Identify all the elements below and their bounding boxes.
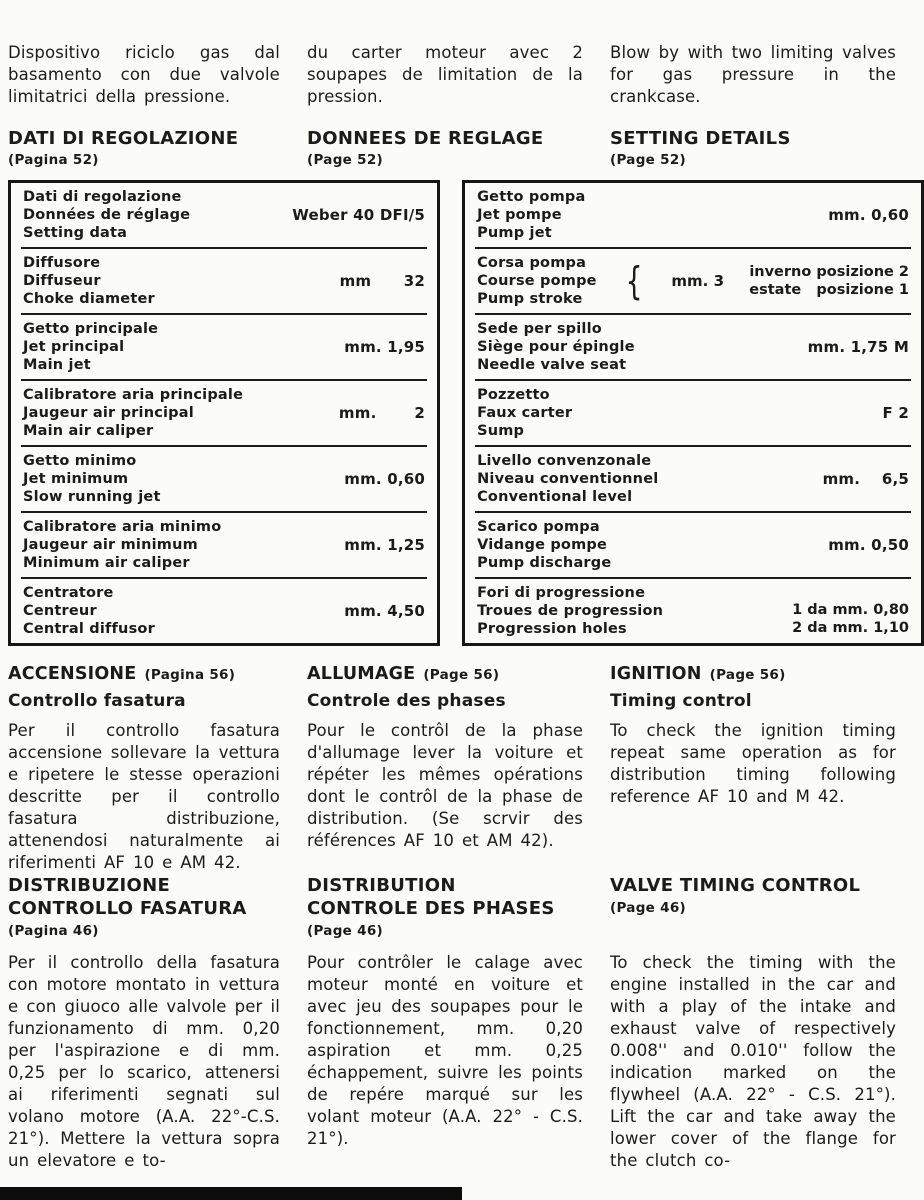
row-label-it: Corsa pompa [477,255,587,271]
row-label-it: Diffusore [23,255,101,271]
table-row [475,379,911,445]
page-reference: (Page 46) [610,900,686,916]
row-labels [477,320,635,374]
page-edge-scan-artifact [0,1187,462,1200]
row-label-it: Livello convenzonale [477,453,652,469]
row-label-fr: Jaugeur air minimum [23,537,198,553]
row-label-it: Getto principale [23,321,159,337]
regulation-heading-fr [307,128,583,176]
row-label-en: Progression holes [477,621,627,637]
section-title-line: DISTRIBUZIONE [8,875,171,896]
row-label-fr: Centreur [23,603,97,619]
section-heading [610,874,896,946]
row-label-fr: Données de réglage [23,207,191,223]
intro-row [8,42,924,128]
side-value-winter: inverno posizione 2 [749,264,909,280]
carburetor-table-left [8,180,440,646]
page-reference: (Page 52) [307,152,383,168]
row-value: mm. 3 [671,272,725,290]
ignition-column-en [610,664,896,874]
page-reference: (Pagina 56) [144,667,236,683]
carburetor-table-right [462,180,924,646]
row-labels [23,386,243,440]
row-label-fr: Course pompe [477,273,597,289]
table-row-progression-holes [475,577,911,643]
section-body: To check the ignition timing repeat same operation as for distribution timing following reference AF 10 and M 42. [610,721,896,806]
table-row [21,511,427,577]
row-label-en: Pump jet [477,225,552,241]
intro-paragraph-en: Blow by with two limiting valves for gas pressure in the crankcase. [610,43,896,106]
table-row [475,313,911,379]
row-label-en: Pump stroke [477,291,583,307]
row-label-it: Getto pompa [477,189,586,205]
section-title: ALLUMAGE [307,664,416,684]
row-labels [23,584,155,638]
row-label-it: Pozzetto [477,387,550,403]
section-body: Pour le contrôl de la phase d'allumage lever la voiture et répéter les mêmes opérations dont le contrôl de la phase de distribution. (Se scrvir des références AF 10 et AM 42). [307,721,583,850]
ignition-column-fr [307,664,583,874]
row-label-fr: Troues de progression [477,603,664,619]
side-value-summer: estate posizione 1 [749,282,909,298]
row-value: mm. 1,25 [344,536,426,554]
distribution-column-fr [307,874,583,1172]
page-reference: (Page 56) [709,667,786,683]
table-row-pump-stroke [475,247,911,313]
row-label-fr: Vidange pompe [477,537,608,553]
section-title: ACCENSIONE [8,664,137,684]
row-label-it: Scarico pompa [477,519,600,535]
section-subtitle: Timing control [610,691,752,711]
page-reference: (Page 46) [307,923,383,939]
row-value: Weber 40 DFI/5 [292,206,426,224]
section-heading [307,874,583,946]
row-label-en: Choke diameter [23,291,155,307]
row-labels [23,254,155,308]
page-reference: (Pagina 52) [8,152,99,168]
regulation-headings-row [8,128,924,176]
row-label-en: Slow running jet [23,489,161,505]
row-label-it: Calibratore aria principale [23,387,244,403]
row-labels [23,320,158,374]
row-multi-values [792,601,909,638]
row-label-en: Pump discharge [477,555,612,571]
value-line: 1 da mm. 0,80 [792,602,909,618]
table-row [21,313,427,379]
row-labels [477,386,572,440]
table-row [21,247,427,313]
row-label-en: Central diffusor [23,621,155,637]
row-value: mm. 0,50 [828,536,909,554]
row-label-en: Main jet [23,357,91,373]
section-title-line: VALVE TIMING CONTROL [610,875,861,896]
section-title-line: CONTROLLO FASATURA [8,898,247,919]
section-body: Per il controllo fasatura accensione sollevare la vettura e ripetere le stesse operazioni descritte per il controllo fasatura distribuzione, attenendosi naturalmente ai riferimenti AF 10 e AM 42. [8,721,280,872]
row-labels [477,254,597,308]
heading-title: DATI DI REGOLAZIONE [8,128,239,149]
row-labels [477,518,611,572]
row-label-fr: Jet principal [23,339,125,355]
value-line: 2 da mm. 1,10 [792,620,909,636]
row-label-fr: Siège pour épingle [477,339,635,355]
row-value: mm. 0,60 [828,206,909,224]
setting-tables [8,180,924,646]
regulation-heading-en [610,128,896,176]
section-body: Pour contrôler le calage avec moteur monté en voiture et avec jeu des soupapes pour le fonctionnement, mm. 0,20 aspiration et mm. 0,25 échappement, suivre les points de repére marqué sur les volant moteur (A.A. 22° - C.S. 21°). [307,953,583,1148]
row-label-en: Conventional level [477,489,633,505]
row-label-en: Needle valve seat [477,357,627,373]
row-labels [477,584,663,638]
row-label-fr: Jet pompe [477,207,562,223]
row-value: mm. 0,60 [344,470,426,488]
intro-paragraph-it: Dispositivo riciclo gas dal basamento con due valvole limitatrici della pressione. [8,43,280,106]
heading-title: SETTING DETAILS [610,128,791,149]
row-label-en: Minimum air caliper [23,555,190,571]
page-reference: (Page 52) [610,152,686,168]
row-value: mm. 1,75 M [807,338,909,356]
section-body: To check the timing with the engine installed in the car and with a play of the intake and exhaust valve of respectively 0.008'' and 0.010'' follow the indication marked on the flywheel (A.A. 22° - C.S. 21°). Lift the car and take away the lower cover of the flange for the clutch co- [610,953,896,1170]
row-labels [23,452,161,506]
row-value: F 2 [882,404,909,422]
page-reference: (Page 56) [423,667,500,683]
row-value: mm. 2 [338,404,426,422]
row-value: mm. 1,95 [344,338,426,356]
section-heading [8,874,280,946]
row-labels [23,188,190,242]
regulation-heading-it [8,128,280,176]
table-row [475,511,911,577]
section-subtitle: Controle des phases [307,691,506,711]
section-title: IGNITION [610,664,702,684]
brace-icon: { [625,259,643,303]
row-label-fr: Jaugeur air principal [23,405,194,421]
row-label-it: Centratore [23,585,114,601]
table-row [21,379,427,445]
ignition-section [8,664,924,874]
table-row [475,183,911,247]
ignition-column-it [8,664,280,874]
distribution-section [8,874,924,1172]
distribution-column-en [610,874,896,1172]
row-value: mm. 4,50 [344,602,426,620]
table-row [21,577,427,643]
row-value: mm. 6,5 [822,470,909,488]
row-label-it: Getto minimo [23,453,137,469]
table-row [21,445,427,511]
row-labels [477,452,658,506]
section-body: Per il controllo della fasatura con motore montato in vettura e con giuoco alle valvole per il funzionamento di mm. 0,20 per l'aspirazione e di mm. 0,25 per lo scarico, attenersi ai riferimenti segnati sul volano motore (A.A. 22°-C.S. 21°). Mettere la vettura sopra un elevatore e to- [8,953,280,1170]
page-reference: (Pagina 46) [8,923,99,939]
row-label-en: Sump [477,423,525,439]
row-label-it: Sede per spillo [477,321,602,337]
distribution-column-it [8,874,280,1172]
row-label-fr: Diffuseur [23,273,101,289]
row-label-fr: Jet minimum [23,471,129,487]
section-title-line: CONTROLE DES PHASES [307,898,555,919]
row-label-it: Fori di progressione [477,585,646,601]
heading-title: DONNEES DE REGLAGE [307,128,544,149]
table-row [21,183,427,247]
row-label-en: Main air caliper [23,423,154,439]
table-row [475,445,911,511]
row-side-values [749,263,909,299]
row-label-en: Setting data [23,225,128,241]
section-title-line: DISTRIBUTION [307,875,456,896]
intro-paragraph-fr: du carter moteur avec 2 soupapes de limitation de la pression. [307,43,583,106]
row-labels [23,518,221,572]
row-value: mm 32 [339,272,426,290]
row-labels [477,188,585,242]
section-subtitle: Controllo fasatura [8,691,186,711]
row-label-it: Calibratore aria minimo [23,519,222,535]
row-label-it: Dati di regolazione [23,189,182,205]
row-label-fr: Niveau conventionnel [477,471,659,487]
row-label-fr: Faux carter [477,405,573,421]
